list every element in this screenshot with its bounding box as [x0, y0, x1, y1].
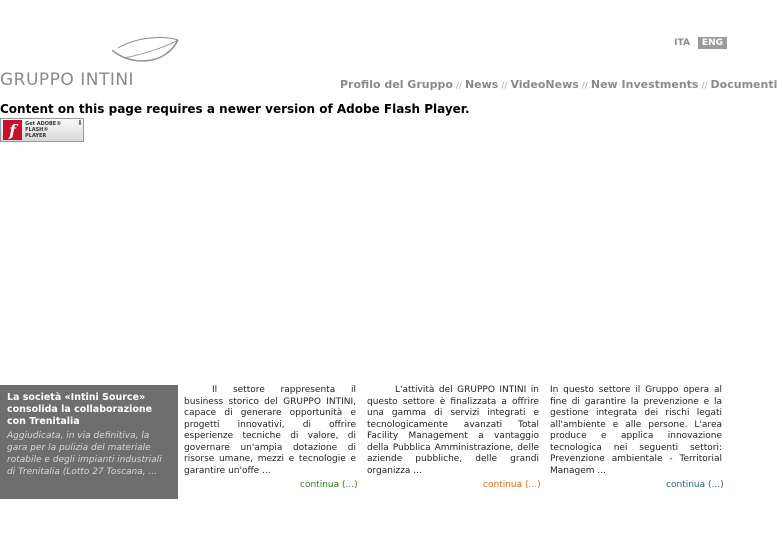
logo[interactable]	[0, 36, 190, 90]
nav-item-videonews[interactable]: VideoNews	[510, 78, 579, 91]
flash-required-message: Content on this page requires a newer version of Adobe Flash Player.	[0, 102, 470, 116]
news-excerpt: Aggiudicata, in via definitiva, la gara per la pulizia del materiale rotabile e degli impianti industriali di Trenitalia (Lotto 27 Toscana, ...	[7, 431, 162, 477]
sector-column-3	[550, 385, 722, 477]
get-flash-player-button[interactable]	[0, 118, 84, 142]
nav-separator: //	[455, 81, 462, 91]
nav-separator: //	[581, 81, 588, 91]
sector-text: L'attività del GRUPPO INTINI in questo settore è finalizzata a offrire una gamma di servizi integrati e tecnologicamente avanzati Total Facility Management a vantaggio della Pubblica Amministrazione, delle aziende pubbliche, delle grandi organizza ...	[367, 385, 539, 476]
continua-link-1[interactable]: continua (...)	[300, 480, 358, 490]
sector-text: Il settore rappresenta il business storico del GRUPPO INTINI, capace di generare opportunità e progetti innovativi, di offrire esperienze tecniche di valore, di governare un'ampia dotazione di risorse umane, mezzi e tecnologie e garantire un'offe ...	[184, 385, 356, 476]
nav-item-profilo[interactable]: Profilo del Gruppo	[340, 78, 453, 91]
sector-column-1	[184, 385, 356, 477]
continua-link-2[interactable]: continua (...)	[483, 480, 541, 490]
flash-badge-label	[25, 121, 69, 139]
sector-text: In questo settore il Gruppo opera al fine di garantire la prevenzione e la gestione integrata dei rischi legati all'ambiente e alle persone. L'area produce e applica innovazione tecnologica nei seguenti settori: Prevenzione ambientale - Territorial Managem ...	[550, 385, 722, 476]
news-highlight[interactable]	[0, 385, 178, 499]
lang-eng-link[interactable]: ENG	[698, 37, 727, 49]
flash-badge-line2: FLASH® PLAYER	[25, 127, 49, 139]
language-switcher	[670, 37, 727, 49]
sector-column-2	[367, 385, 539, 477]
nav-item-documenti[interactable]: Documenti	[710, 78, 777, 91]
flash-badge-line1: Get ADOBE®	[25, 121, 62, 127]
main-nav	[340, 78, 777, 91]
continua-link-3[interactable]: continua (...)	[666, 480, 724, 490]
nav-item-news[interactable]: News	[464, 78, 499, 91]
download-arrow-icon: ⬇	[77, 119, 83, 127]
logo-text: GRUPPO INTINI	[0, 70, 135, 90]
nav-separator: //	[501, 81, 508, 91]
nav-item-new-investments[interactable]: New Investments	[590, 78, 699, 91]
nav-separator: //	[701, 81, 708, 91]
logo-swoosh-icon	[110, 36, 182, 70]
flash-logo-icon: f	[3, 120, 22, 140]
lang-ita-link[interactable]: ITA	[674, 38, 690, 48]
news-title[interactable]: La società «Intini Source» consolida la collaborazione con Trenitalia	[7, 392, 153, 427]
